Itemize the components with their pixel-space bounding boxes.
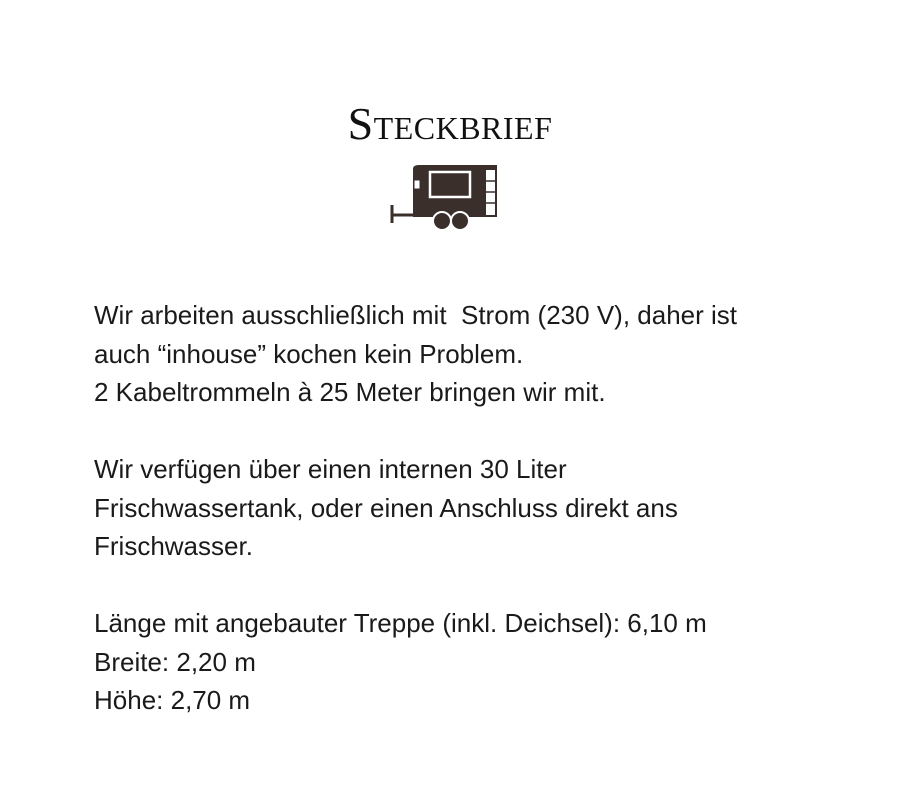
text-line: Höhe: 2,70 m: [94, 685, 251, 715]
food-trailer-icon: [389, 163, 501, 231]
text-line: auch “inhouse” kochen kein Problem.: [94, 338, 524, 369]
text-line: Frischwassertank, oder einen Anschluss direkt ans: [94, 492, 678, 523]
text-line: Frischwasser.: [94, 531, 253, 561]
text-line: Wir verfügen über einen internen 30 Liter: [94, 454, 567, 484]
power-paragraph: [94, 296, 854, 412]
dimensions-paragraph: [94, 604, 854, 720]
text-line: 2 Kabeltrommeln à 25 Meter bringen wir mit.: [94, 377, 606, 407]
text-line: Länge mit angebauter Treppe (inkl. Deichsel): 6,10 m: [94, 608, 707, 638]
water-paragraph: [94, 450, 854, 566]
text-line: Wir arbeiten ausschließlich mit Strom (230 V), daher ist: [94, 300, 737, 330]
page-title: Steckbrief: [347, 98, 553, 149]
text-line: Breite: 2,20 m: [94, 646, 256, 677]
profile-text: [94, 296, 854, 758]
